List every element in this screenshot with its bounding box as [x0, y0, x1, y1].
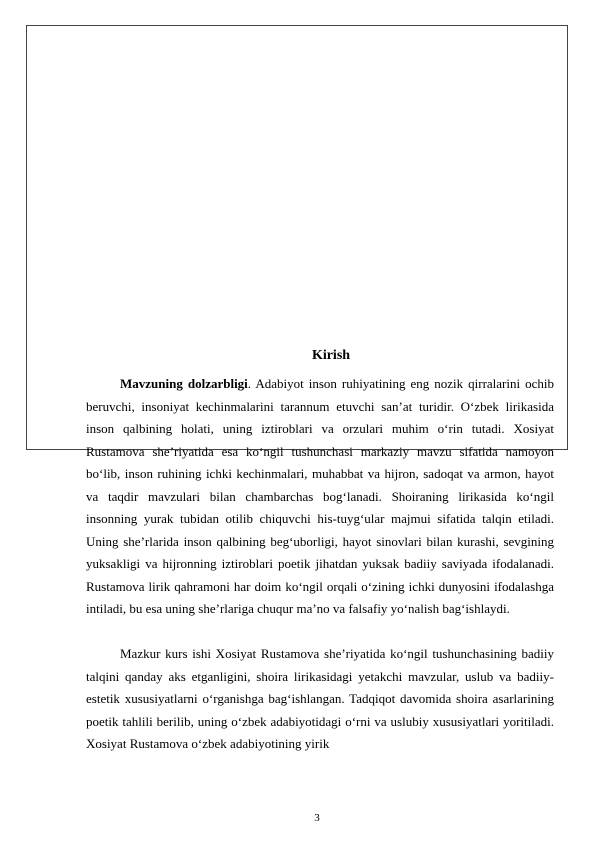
- paragraph-purpose-text: Mazkur kurs ishi Xosiyat Rustamova she’riyatida ko‘ngil tushunchasining badiiy talqini qanday aks etganligini, shoira lirikasidagi yetakchi mavzular, uslub va badiiy-estetik xususiyatlarni o‘rganishga bag‘ishlangan. Tadqiqot davomida shoira asarlarining poetik tahlili berilib, uning o‘zbek adabiyotidagi o‘rni va uslubiy xususiyatlari yoritiladi. Xosiyat Rustamova o‘zbek adabiyotining yirik: [86, 646, 554, 751]
- paragraph-body: . Adabiyot inson ruhiyatining eng nozik qirralarini ochib beruvchi, insoniyat kechinmalarini tarannum etuvchi san’at turidir. O‘zbek lirikasida inson qalbining holati, uning iztiroblari va orzulari muhim o‘rin tutadi. Xosiyat Rustamova she’riyatida esa ko‘ngil tushunchasi markaziy mavzu sifatida namoyon bo‘lib, inson ruhining ichki kechinmalari, muhabbat va hijron, sadoqat va armon, hayot va taqdir mavzulari bilan chambarchas bog‘lanadi. Shoiraning lirikasida ko‘ngil insonning yurak tubidan otilib chiquvchi his-tuyg‘ular majmui sifatida talqin etiladi. Uning she’rlarida inson qalbining beg‘uborligi, hayot sinovlari bilan kurashi, sevgining yuksakligi va hijronning iztiroblari poetik jihatdan yuksak badiiy saviyada ifodalanadi. Rustamova lirik qahramoni har doim ko‘ngil orqali o‘zining ichki dunyosini ifodalashga intiladi, bu esa uning she’rlariga chuqur ma’no va falsafiy yo‘nalish bag‘ishlaydi.: [86, 376, 554, 616]
- paragraph-purpose: [86, 643, 554, 756]
- page-number: 3: [314, 812, 320, 824]
- paragraph-lead: Mavzuning dolzarbligi: [120, 376, 248, 391]
- section-heading: Kirish: [311, 348, 351, 363]
- paragraph-relevance: [86, 373, 554, 621]
- paragraph-relevance-text: [86, 373, 554, 621]
